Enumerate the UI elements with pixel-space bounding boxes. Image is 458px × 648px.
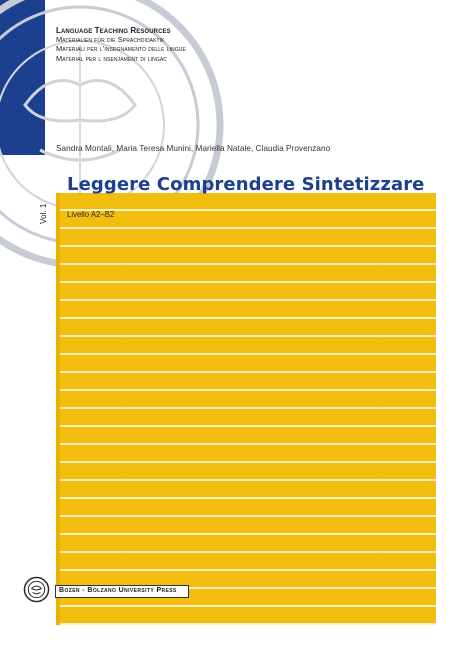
book-title: Leggere Comprendere Sintetizzare	[67, 174, 425, 195]
series-line-german: Materialien für die Sprachdidaktik	[56, 35, 165, 45]
authors: Sandra Montali, Maria Teresa Munini, Mariella Natale, Claudia Provenzano	[56, 144, 331, 153]
publisher-name: Bozen - Bolzano University Press	[59, 587, 177, 594]
yellow-panel-edge	[56, 193, 60, 625]
series-heading	[56, 26, 186, 63]
series-line-italian: Materiali per l’insegnamento delle lingue	[56, 44, 186, 54]
press-seal-icon	[23, 576, 50, 603]
blue-corner-block	[0, 0, 45, 155]
level-label: Livello A2–B2	[67, 210, 115, 219]
series-line-english: Language Teaching Resources	[56, 26, 171, 35]
yellow-lined-panel	[56, 193, 436, 625]
series-line-ladin: Material per l nsenjament di lingac	[56, 53, 167, 63]
volume-label: Vol. 1	[39, 203, 48, 224]
